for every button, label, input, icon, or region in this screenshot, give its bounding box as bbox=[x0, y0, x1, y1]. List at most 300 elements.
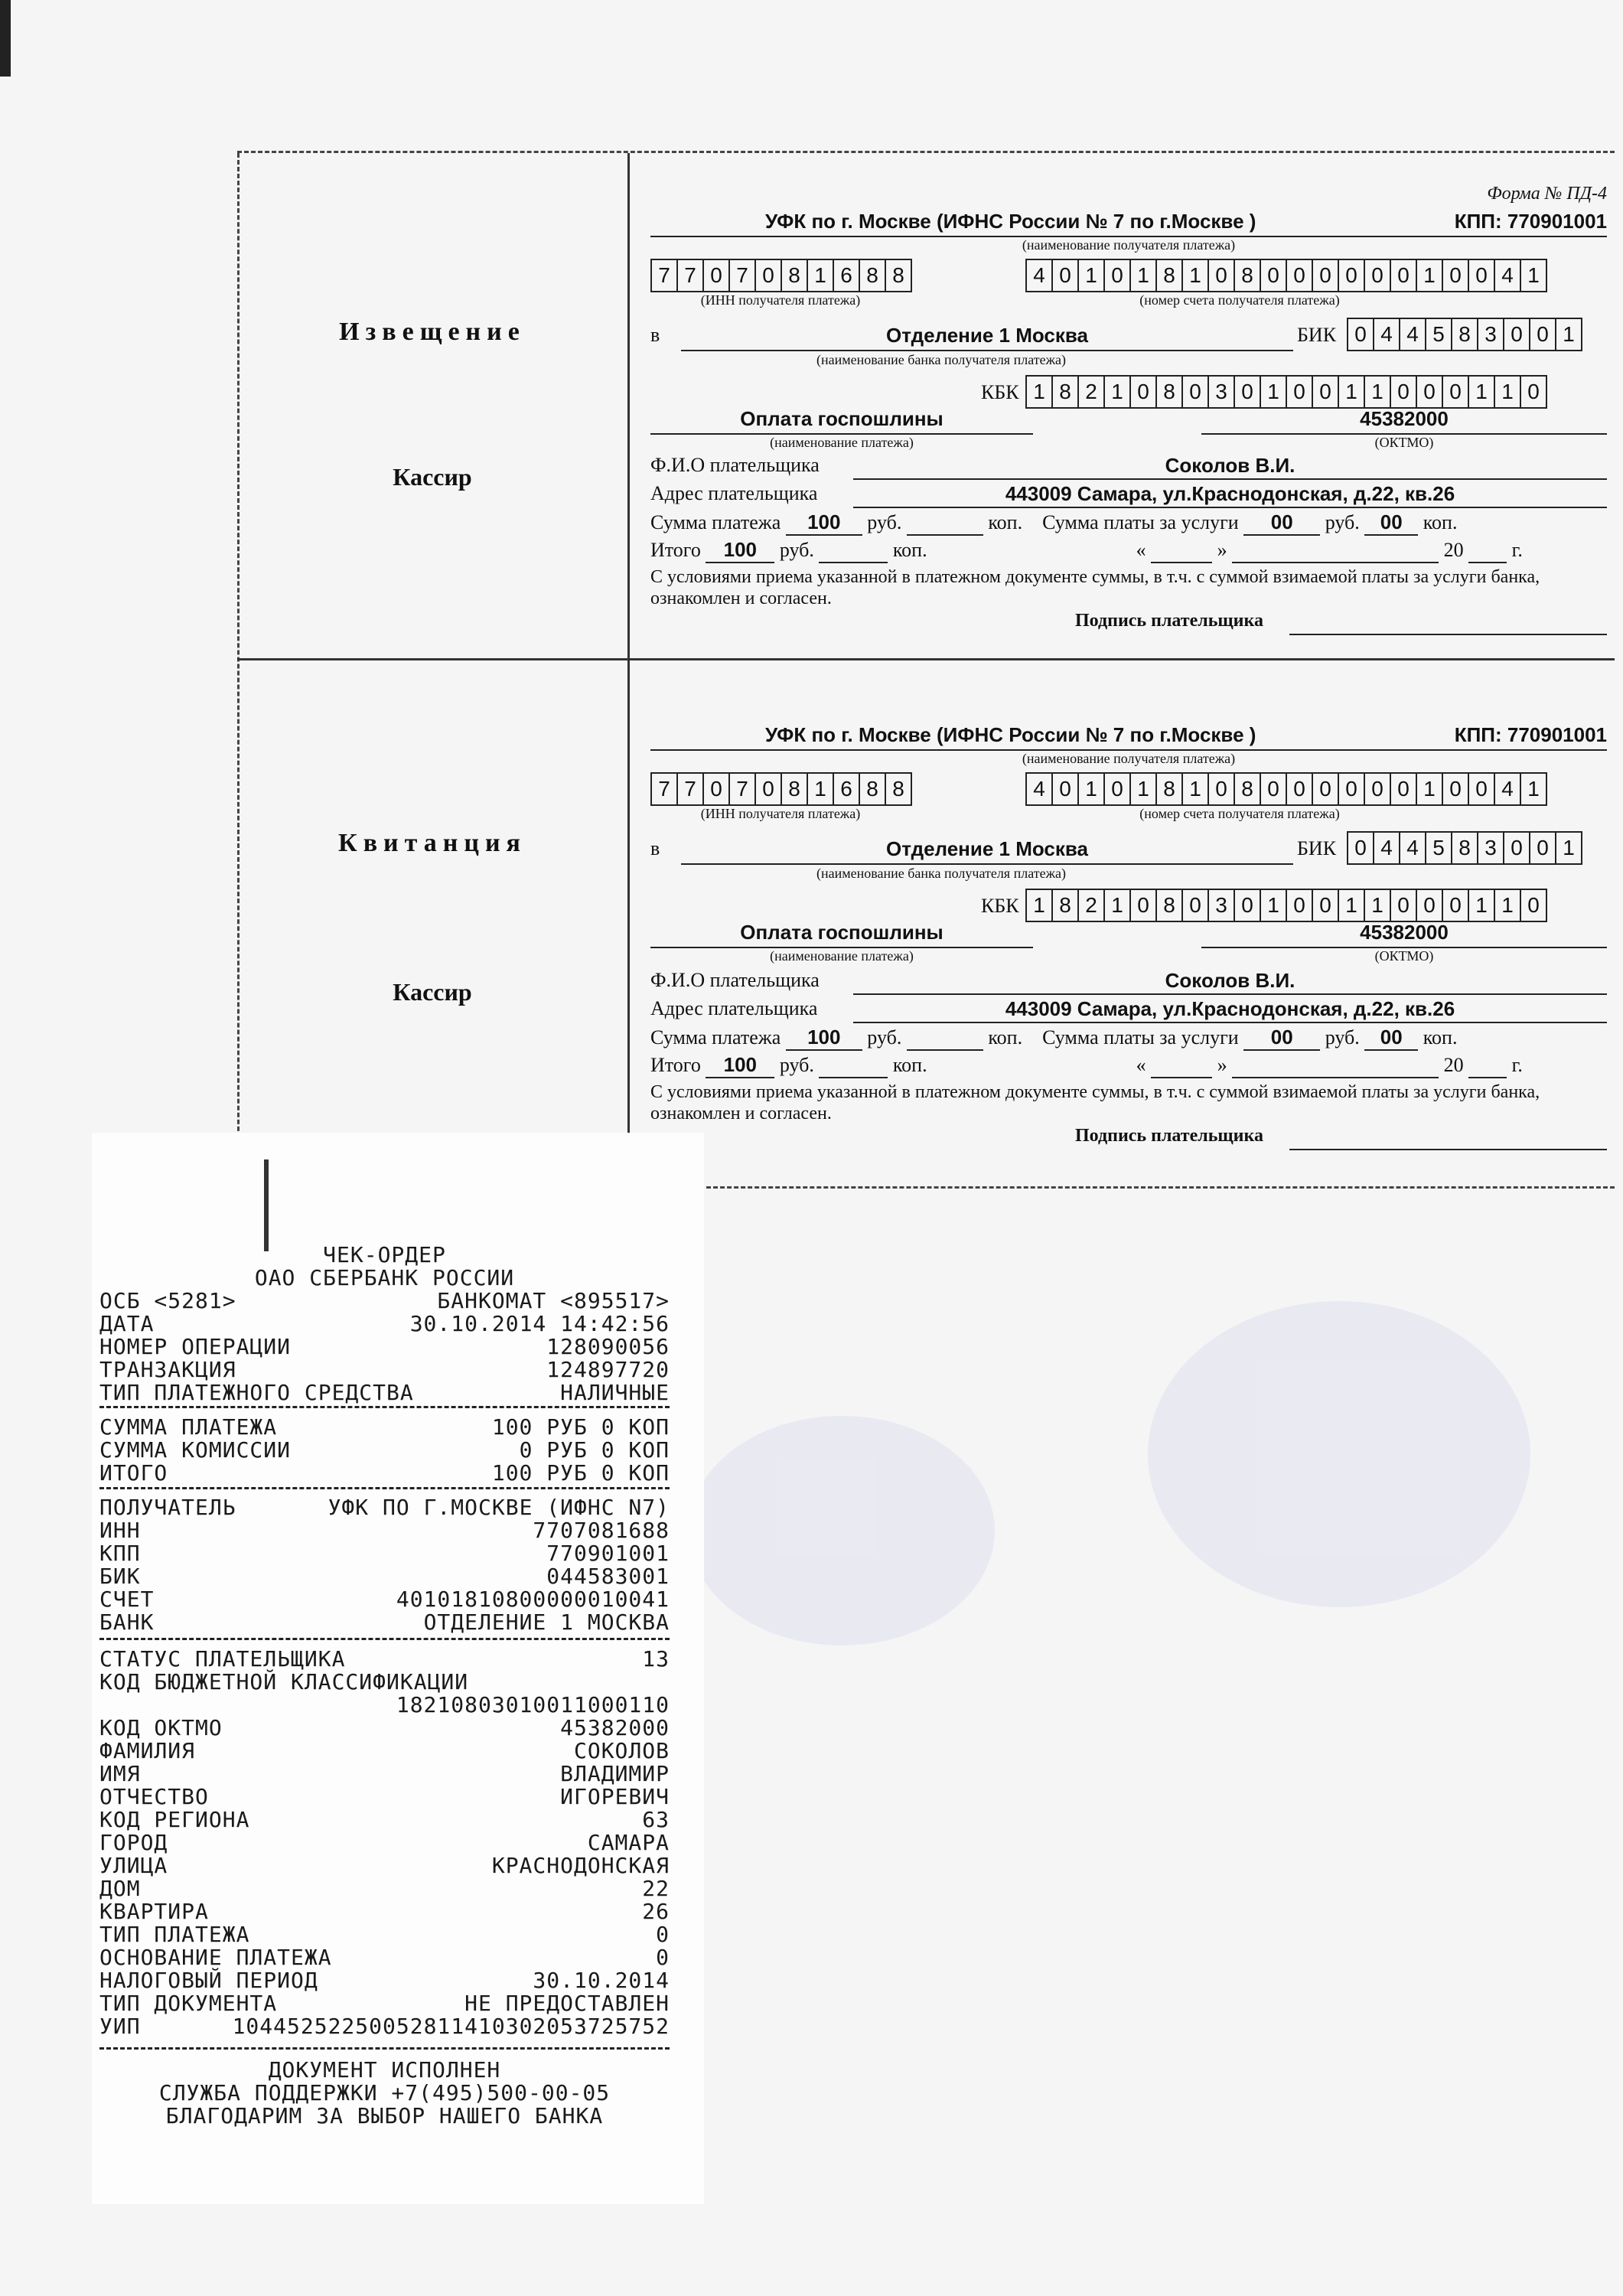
bik-digit-boxes-digit: 0 bbox=[1504, 319, 1530, 350]
receipt-row bbox=[99, 1565, 670, 1588]
kbk-digit-boxes-digit: 0 bbox=[1443, 377, 1469, 407]
receipt-row bbox=[99, 1694, 670, 1717]
oktmo-value: 45382000 bbox=[1360, 921, 1449, 944]
recipient-caption: (наименование получателя платежа) bbox=[1022, 751, 1236, 766]
inn-caption: (ИНН получателя платежа) bbox=[700, 292, 861, 308]
receipt-row-value: 124897720 bbox=[546, 1357, 670, 1382]
account-digit-boxes-digit: 4 bbox=[1027, 260, 1053, 291]
receipt-section bbox=[237, 660, 1615, 1166]
kbk-digit-boxes-digit: 0 bbox=[1417, 890, 1443, 921]
payment-line bbox=[650, 407, 1607, 435]
kbk-label: КБК bbox=[981, 895, 1019, 917]
account-digit-boxes-digit: 0 bbox=[1365, 260, 1391, 291]
receipt-row bbox=[99, 1416, 670, 1439]
receipt-row bbox=[99, 1854, 670, 1877]
account-digit-boxes bbox=[1025, 772, 1547, 806]
signature-line bbox=[650, 611, 1607, 637]
total-label: Итого bbox=[650, 1054, 701, 1076]
account-digit-boxes-digit: 8 bbox=[1157, 260, 1183, 291]
payer-fio-line bbox=[650, 969, 1607, 995]
receipt-row-value: УФК ПО Г.МОСКВЕ (ИФНС N7) bbox=[328, 1495, 670, 1520]
account-digit-boxes-digit: 1 bbox=[1527, 263, 1540, 287]
account-digit-boxes-digit: 0 bbox=[1365, 774, 1391, 804]
rub-label: руб. bbox=[779, 539, 814, 561]
receipt-row bbox=[99, 1831, 670, 1854]
account-digit-boxes-digit: 0 bbox=[1261, 774, 1287, 804]
receipt-row bbox=[99, 1923, 670, 1946]
service-label: Сумма платы за услуги bbox=[1042, 511, 1239, 533]
bik-digit-boxes-digit: 3 bbox=[1478, 319, 1504, 350]
receipt-row-label: КОД БЮДЖЕТНОЙ КЛАССИФИКАЦИИ bbox=[99, 1669, 469, 1694]
scan-edge bbox=[0, 0, 11, 77]
receipt-row bbox=[99, 1611, 670, 1634]
receipt-row-value: 30.10.2014 bbox=[533, 1968, 670, 1993]
inn-digit-boxes-digit: 1 bbox=[808, 774, 834, 804]
kop-label: коп. bbox=[988, 511, 1023, 533]
payer-fio: Соколов В.И. bbox=[1165, 454, 1295, 477]
receipt-row bbox=[99, 1439, 670, 1462]
kbk-digit-boxes-digit: 0 bbox=[1131, 890, 1157, 921]
kbk-digit-boxes-digit: 1 bbox=[1365, 377, 1391, 407]
recipient-name: УФК по г. Москве (ИФНС России № 7 по г.Москве ) bbox=[765, 210, 1256, 233]
receipt-row-value: 100 РУБ 0 КОП bbox=[491, 1414, 670, 1440]
bik-digit-boxes-digit: 0 bbox=[1348, 319, 1374, 350]
kbk-digit-boxes-digit: 2 bbox=[1079, 377, 1105, 407]
kbk-digit-boxes-digit: 0 bbox=[1287, 377, 1313, 407]
date-day-blank bbox=[1151, 1053, 1212, 1078]
recipient-caption: (наименование получателя платежа) bbox=[1022, 237, 1236, 253]
kbk-digit-boxes-digit: 0 bbox=[1131, 377, 1157, 407]
kbk-digit-boxes-digit: 1 bbox=[1027, 890, 1053, 921]
kbk-digit-boxes-digit: 1 bbox=[1469, 377, 1495, 407]
receipt-row-value: 128090056 bbox=[546, 1334, 670, 1359]
receipt-row bbox=[99, 1786, 670, 1808]
kbk-digit-boxes-digit: 8 bbox=[1053, 377, 1079, 407]
bik-digit-boxes-digit: 8 bbox=[1452, 319, 1478, 350]
account-digit-boxes-digit: 0 bbox=[1469, 260, 1495, 291]
year-blank bbox=[1468, 538, 1507, 563]
scan-smudge bbox=[689, 1416, 995, 1645]
year-suffix: г. bbox=[1511, 1054, 1523, 1076]
receipt-row-value: НАЛИЧНЫЕ bbox=[560, 1380, 670, 1405]
bik-digit-boxes-digit: 4 bbox=[1374, 319, 1400, 350]
total-line bbox=[650, 1053, 1607, 1079]
sum-label: Сумма платежа bbox=[650, 511, 781, 533]
account-digit-boxes-digit: 0 bbox=[1287, 774, 1313, 804]
kbk-digit-boxes bbox=[1025, 889, 1547, 922]
account-digit-boxes-digit: 8 bbox=[1157, 774, 1183, 804]
kop-label: коп. bbox=[988, 1026, 1023, 1049]
kbk-digit-boxes-digit: 0 bbox=[1235, 890, 1261, 921]
receipt-row-label: ДОМ bbox=[99, 1876, 141, 1901]
account-digit-boxes-digit: 0 bbox=[1469, 774, 1495, 804]
inn-digit-boxes-digit: 7 bbox=[678, 260, 704, 291]
receipt-row-value: 13 bbox=[642, 1646, 670, 1671]
service-kop: 00 bbox=[1364, 510, 1418, 536]
receipt-row-label: КОД ОКТМО bbox=[99, 1715, 223, 1740]
year-prefix: 20 bbox=[1443, 539, 1464, 561]
terms-text: С условиями приема указанной в платежном документе суммы, в т.ч. с суммой взимаемой платы за услуги банка, ознакомлен и согласен. bbox=[650, 1082, 1540, 1124]
kbk-digit-boxes-digit: 0 bbox=[1391, 377, 1417, 407]
notice-side-column bbox=[237, 153, 627, 658]
bik-digit-boxes-digit: 4 bbox=[1374, 833, 1400, 863]
receipt-side-title: Квитанция bbox=[338, 829, 526, 857]
receipt-row bbox=[99, 1763, 670, 1786]
kbk-line bbox=[650, 375, 1607, 409]
sum-value: 100 bbox=[786, 510, 862, 536]
kbk-digit-boxes bbox=[1025, 375, 1547, 409]
service-rub: 00 bbox=[1243, 1026, 1320, 1051]
receipt-row-value: САМАРА bbox=[587, 1830, 670, 1855]
account-digit-boxes-digit: 0 bbox=[1105, 260, 1131, 291]
rub-label: руб. bbox=[1325, 511, 1360, 533]
kbk-digit-boxes-digit: 1 bbox=[1027, 377, 1053, 407]
account-digit-boxes-digit: 0 bbox=[1443, 260, 1469, 291]
receipt-row-label: ТРАНЗАКЦИЯ bbox=[99, 1357, 236, 1382]
bik-digit-boxes-digit: 5 bbox=[1426, 833, 1452, 863]
account-digit-boxes-digit: 0 bbox=[1209, 774, 1235, 804]
receipt-row-value: 63 bbox=[642, 1807, 670, 1832]
receipt-row-value: 30.10.2014 14:42:56 bbox=[409, 1311, 670, 1336]
kbk-digit-boxes-digit: 8 bbox=[1157, 377, 1183, 407]
receipt-row bbox=[99, 1900, 670, 1923]
date-quote-open: « bbox=[1136, 1054, 1146, 1076]
receipt-footer-support: СЛУЖБА ПОДДЕРЖКИ +7(495)500-00-05 bbox=[158, 2080, 611, 2105]
kbk-digit-boxes-digit: 0 bbox=[1287, 890, 1313, 921]
sum-line bbox=[650, 1026, 1607, 1052]
receipt-row-label: ОСБ <5281> bbox=[99, 1288, 236, 1313]
account-digit-boxes-digit: 1 bbox=[1183, 774, 1209, 804]
kbk-digit-boxes-digit: 1 bbox=[1261, 377, 1287, 407]
payer-fio: Соколов В.И. bbox=[1165, 969, 1295, 992]
payment-name: Оплата госпошлины bbox=[740, 407, 943, 430]
payment-caption: (наименование платежа) bbox=[770, 948, 914, 964]
inn-digit-boxes-digit: 7 bbox=[678, 774, 704, 804]
receipt-row bbox=[99, 1496, 670, 1519]
receipt-bank-name: ОАО СБЕРБАНК РОССИИ bbox=[254, 1265, 515, 1290]
staple-mark bbox=[264, 1159, 269, 1251]
receipt-row-label: ПОЛУЧАТЕЛЬ bbox=[99, 1495, 236, 1520]
receipt-row-label: ТИП ДОКУМЕНТА bbox=[99, 1991, 278, 2016]
receipt-row-value: 770901001 bbox=[546, 1541, 670, 1566]
kbk-digit-boxes-digit: 8 bbox=[1053, 890, 1079, 921]
account-caption: (номер счета получателя платежа) bbox=[1139, 806, 1340, 821]
kpp-value: КПП: 770901001 bbox=[1454, 210, 1607, 233]
payer-fio-line bbox=[650, 454, 1607, 480]
receipt-row-value: ВЛАДИМИР bbox=[560, 1761, 670, 1786]
receipt-row bbox=[99, 1740, 670, 1763]
account-boxes bbox=[1025, 772, 1547, 822]
inn-digit-boxes-digit: 7 bbox=[652, 260, 678, 291]
rub-label: руб. bbox=[867, 511, 902, 533]
kbk-digit-boxes-digit: 1 bbox=[1105, 377, 1131, 407]
bik-label: БИК bbox=[1297, 837, 1337, 859]
receipt-row-label: ФАМИЛИЯ bbox=[99, 1738, 196, 1763]
oktmo-value: 45382000 bbox=[1360, 407, 1449, 430]
bank-caption: (наименование банка получателя платежа) bbox=[816, 866, 1066, 881]
bik-digit-boxes bbox=[1347, 831, 1582, 865]
inn-boxes bbox=[650, 259, 912, 308]
receipt-row-label: НОМЕР ОПЕРАЦИИ bbox=[99, 1334, 292, 1359]
receipt-row-value: 0 РУБ 0 КОП bbox=[519, 1437, 670, 1463]
receipt-row-label: КОД РЕГИОНА bbox=[99, 1807, 250, 1832]
total-value: 100 bbox=[706, 1053, 774, 1078]
receipt-form-body bbox=[650, 660, 1607, 1166]
receipt-row-label: СТАТУС ПЛАТЕЛЬЩИКА bbox=[99, 1646, 346, 1671]
account-digit-boxes-digit: 8 bbox=[1235, 774, 1261, 804]
notice-section bbox=[237, 153, 1615, 658]
inn-digit-boxes-digit: 7 bbox=[652, 774, 678, 804]
kop-label: коп. bbox=[1423, 511, 1458, 533]
service-kop: 00 bbox=[1364, 1026, 1418, 1051]
inn-digit-boxes-digit: 6 bbox=[834, 260, 860, 291]
account-digit-boxes-digit: 1 bbox=[1527, 777, 1540, 801]
bank-line bbox=[650, 318, 1607, 351]
sum-line bbox=[650, 510, 1607, 536]
payment-caption: (наименование платежа) bbox=[770, 435, 914, 450]
receipt-row-value: 40101810800000010041 bbox=[396, 1587, 670, 1612]
receipt-row-value: ИГОРЕВИЧ bbox=[560, 1784, 670, 1809]
bank-caption: (наименование банка получателя платежа) bbox=[816, 352, 1066, 367]
receipt-row-label: ИНН bbox=[99, 1518, 141, 1543]
receipt-row-label: СУММА КОМИССИИ bbox=[99, 1437, 292, 1463]
total-kop-blank bbox=[819, 1053, 888, 1078]
receipt-footer-thanks: БЛАГОДАРИМ ЗА ВЫБОР НАШЕГО БАНКА bbox=[165, 2103, 604, 2128]
receipt-row bbox=[99, 1946, 670, 1969]
receipt-row-label: ОТЧЕСТВО bbox=[99, 1784, 209, 1809]
inn-digit-boxes-digit: 8 bbox=[892, 263, 904, 287]
sum-label: Сумма платежа bbox=[650, 1026, 781, 1049]
bik-digit-boxes-digit: 0 bbox=[1348, 833, 1374, 863]
total-kop-blank bbox=[819, 538, 888, 563]
payer-address-line bbox=[650, 997, 1607, 1023]
account-digit-boxes-digit: 1 bbox=[1417, 260, 1443, 291]
service-label: Сумма платы за услуги bbox=[1042, 1026, 1239, 1049]
kbk-digit-boxes-digit: 0 bbox=[1443, 890, 1469, 921]
receipt-row bbox=[99, 1877, 670, 1900]
inn-digit-boxes-digit: 8 bbox=[860, 260, 886, 291]
kbk-digit-boxes-digit: 0 bbox=[1391, 890, 1417, 921]
inn-digit-boxes-digit: 0 bbox=[756, 774, 782, 804]
receipt-separator bbox=[99, 1406, 670, 1408]
bank-name: Отделение 1 Москва bbox=[885, 837, 1089, 860]
receipt-row-label: ИТОГО bbox=[99, 1460, 168, 1486]
kbk-digit-boxes-digit: 0 bbox=[1183, 890, 1209, 921]
inn-boxes bbox=[650, 772, 912, 822]
terms-text: С условиями приема указанной в платежном документе суммы, в т.ч. с суммой взимаемой платы за услуги банка, ознакомлен и согласен. bbox=[650, 567, 1540, 608]
receipt-row-label: КПП bbox=[99, 1541, 141, 1566]
rub-label: руб. bbox=[1325, 1026, 1360, 1049]
receipt-row bbox=[99, 1969, 670, 1992]
kbk-digit-boxes-digit: 1 bbox=[1105, 890, 1131, 921]
account-digit-boxes-digit: 0 bbox=[1053, 260, 1079, 291]
kbk-digit-boxes-digit: 8 bbox=[1157, 890, 1183, 921]
account-caption: (номер счета получателя платежа) bbox=[1139, 292, 1340, 308]
receipt-row-value: НЕ ПРЕДОСТАВЛЕН bbox=[464, 1991, 670, 2016]
signature-label: Подпись плательщика bbox=[1075, 1126, 1263, 1146]
receipt-row-label: БАНК bbox=[99, 1609, 155, 1635]
total-value: 100 bbox=[706, 538, 774, 563]
receipt-row-value: СОКОЛОВ bbox=[573, 1738, 670, 1763]
kbk-digit-boxes-digit: 0 bbox=[1417, 377, 1443, 407]
receipt-row-label: НАЛОГОВЫЙ ПЕРИОД bbox=[99, 1968, 318, 1993]
date-month-blank bbox=[1232, 538, 1439, 563]
account-digit-boxes-digit: 1 bbox=[1417, 774, 1443, 804]
receipt-separator bbox=[99, 1487, 670, 1489]
receipt-row bbox=[99, 1336, 670, 1358]
receipt-row-label: ТИП ПЛАТЕЖНОГО СРЕДСТВА bbox=[99, 1380, 414, 1405]
payment-form-pd4 bbox=[237, 151, 1615, 1189]
account-digit-boxes-digit: 1 bbox=[1131, 260, 1157, 291]
date-quote-open: « bbox=[1136, 539, 1146, 561]
receipt-row bbox=[99, 1381, 670, 1404]
account-digit-boxes-digit: 0 bbox=[1313, 774, 1339, 804]
account-digit-boxes-digit: 0 bbox=[1339, 260, 1365, 291]
account-digit-boxes bbox=[1025, 259, 1547, 292]
kbk-digit-boxes-digit: 2 bbox=[1079, 890, 1105, 921]
bik-digit-boxes-digit: 1 bbox=[1563, 322, 1575, 346]
receipt-row bbox=[99, 1358, 670, 1381]
account-boxes bbox=[1025, 259, 1547, 308]
account-digit-boxes-digit: 0 bbox=[1287, 260, 1313, 291]
form-number-label: Форма № ПД-4 bbox=[1487, 184, 1607, 204]
account-digit-boxes-digit: 0 bbox=[1391, 260, 1417, 291]
kbk-digit-boxes-digit: 1 bbox=[1469, 890, 1495, 921]
bik-digit-boxes-digit: 4 bbox=[1400, 833, 1426, 863]
scan-smudge bbox=[1148, 1301, 1530, 1607]
bik-digit-boxes-digit: 3 bbox=[1478, 833, 1504, 863]
receipt-row bbox=[99, 1519, 670, 1542]
receipt-separator bbox=[99, 2047, 670, 2050]
total-label: Итого bbox=[650, 539, 701, 561]
receipt-row-label: СУММА ПЛАТЕЖА bbox=[99, 1414, 278, 1440]
bik-digit-boxes-digit: 4 bbox=[1400, 319, 1426, 350]
receipt-row bbox=[99, 1671, 670, 1694]
receipt-row bbox=[99, 1717, 670, 1740]
inn-digit-boxes-digit: 8 bbox=[860, 774, 886, 804]
kop-label: коп. bbox=[892, 539, 927, 561]
bik-digit-boxes-digit: 8 bbox=[1452, 833, 1478, 863]
bik-digit-boxes-digit: 0 bbox=[1530, 319, 1556, 350]
kbk-label: КБК bbox=[981, 381, 1019, 403]
date-month-blank bbox=[1232, 1053, 1439, 1078]
kop-label: коп. bbox=[892, 1054, 927, 1076]
kbk-digit-boxes-digit: 0 bbox=[1313, 890, 1339, 921]
rub-label: руб. bbox=[779, 1054, 814, 1076]
kbk-digit-boxes-digit: 3 bbox=[1209, 890, 1235, 921]
inn-digit-boxes-digit: 0 bbox=[704, 774, 730, 804]
recipient-line bbox=[650, 722, 1607, 751]
inn-digit-boxes-digit: 8 bbox=[782, 774, 808, 804]
payment-line bbox=[650, 921, 1607, 948]
receipt-footer-status: ДОКУМЕНТ ИСПОЛНЕН bbox=[268, 2057, 501, 2082]
receipt-row bbox=[99, 1313, 670, 1336]
service-rub: 00 bbox=[1243, 510, 1320, 536]
inn-digit-boxes-digit: 7 bbox=[730, 774, 756, 804]
rub-label: руб. bbox=[867, 1026, 902, 1049]
receipt-row-label: БИК bbox=[99, 1564, 141, 1589]
kbk-digit-boxes-digit: 0 bbox=[1235, 377, 1261, 407]
receipt-row-value: 18210803010011000110 bbox=[396, 1692, 670, 1717]
recipient-name: УФК по г. Москве (ИФНС России № 7 по г.Москве ) bbox=[765, 723, 1256, 746]
bik-digit-boxes-digit: 1 bbox=[1563, 836, 1575, 859]
receipt-row-value: 100 РУБ 0 КОП bbox=[491, 1460, 670, 1486]
year-suffix: г. bbox=[1511, 539, 1523, 561]
receipt-title: ЧЕК-ОРДЕР bbox=[323, 1242, 446, 1267]
bank-name: Отделение 1 Москва bbox=[885, 324, 1089, 347]
account-digit-boxes-digit: 0 bbox=[1261, 260, 1287, 291]
account-digit-boxes-digit: 1 bbox=[1079, 260, 1105, 291]
kbk-line bbox=[650, 889, 1607, 922]
bank-prefix: в bbox=[650, 837, 660, 859]
date-quote-close: » bbox=[1217, 1054, 1227, 1076]
bik-digit-boxes-digit: 5 bbox=[1426, 319, 1452, 350]
signature-label: Подпись плательщика bbox=[1075, 611, 1263, 631]
kbk-digit-boxes-digit: 1 bbox=[1365, 890, 1391, 921]
cashier-label: Кассир bbox=[393, 463, 472, 491]
account-digit-boxes-digit: 1 bbox=[1183, 260, 1209, 291]
inn-caption: (ИНН получателя платежа) bbox=[700, 806, 861, 821]
receipt-row-label: УИП bbox=[99, 2014, 141, 2039]
inn-digit-boxes-digit: 0 bbox=[704, 260, 730, 291]
receipt-row-value: 7707081688 bbox=[533, 1518, 670, 1543]
account-digit-boxes-digit: 0 bbox=[1053, 774, 1079, 804]
bik-label: БИК bbox=[1297, 324, 1337, 346]
receipt-row-label: ГОРОД bbox=[99, 1830, 168, 1855]
receipt-row-value: БАНКОМАТ <895517> bbox=[437, 1288, 670, 1313]
receipt-row bbox=[99, 1290, 670, 1313]
account-digit-boxes-digit: 0 bbox=[1105, 774, 1131, 804]
receipt-row-label: ИМЯ bbox=[99, 1761, 141, 1786]
sum-value: 100 bbox=[786, 1026, 862, 1051]
receipt-row bbox=[99, 2015, 670, 2038]
receipt-row-value: 044583001 bbox=[546, 1564, 670, 1589]
year-prefix: 20 bbox=[1443, 1054, 1464, 1076]
inn-digit-boxes-digit: 1 bbox=[808, 260, 834, 291]
oktmo-caption: (ОКТМО) bbox=[1374, 435, 1434, 450]
payment-name: Оплата госпошлины bbox=[740, 921, 943, 944]
inn-digit-boxes-digit: 7 bbox=[730, 260, 756, 291]
inn-digit-boxes-digit: 6 bbox=[834, 774, 860, 804]
recipient-line bbox=[650, 208, 1607, 237]
kbk-digit-boxes-digit: 1 bbox=[1495, 377, 1521, 407]
receipt-row-value: КРАСНОДОНСКАЯ bbox=[491, 1853, 670, 1878]
inn-digit-boxes bbox=[650, 259, 912, 292]
receipt-side-column bbox=[237, 660, 627, 1166]
receipt-separator bbox=[99, 1638, 670, 1640]
receipt-row bbox=[99, 1542, 670, 1565]
oktmo-caption: (ОКТМО) bbox=[1374, 948, 1434, 964]
cashier-label: Кассир bbox=[393, 978, 472, 1006]
receipt-row-value: 26 bbox=[642, 1899, 670, 1924]
kbk-digit-boxes-digit: 1 bbox=[1339, 890, 1365, 921]
receipt-row bbox=[99, 1462, 670, 1485]
inn-digit-boxes-digit: 8 bbox=[782, 260, 808, 291]
bank-line bbox=[650, 831, 1607, 865]
inn-digit-boxes bbox=[650, 772, 912, 806]
sum-kop-blank bbox=[907, 1026, 983, 1051]
receipt-row-label: КВАРТИРА bbox=[99, 1899, 209, 1924]
signature-line bbox=[650, 1126, 1607, 1152]
kbk-digit-boxes-digit: 0 bbox=[1527, 380, 1540, 403]
account-digit-boxes-digit: 8 bbox=[1235, 260, 1261, 291]
receipt-row-label: ТИП ПЛАТЕЖА bbox=[99, 1922, 250, 1947]
receipt-row bbox=[99, 1808, 670, 1831]
account-digit-boxes-digit: 0 bbox=[1443, 774, 1469, 804]
account-digit-boxes-digit: 0 bbox=[1339, 774, 1365, 804]
payer-address: 443009 Самара, ул.Краснодонская, д.22, кв.26 bbox=[1005, 997, 1455, 1020]
receipt-row-value: ОТДЕЛЕНИЕ 1 МОСКВА bbox=[423, 1609, 670, 1635]
